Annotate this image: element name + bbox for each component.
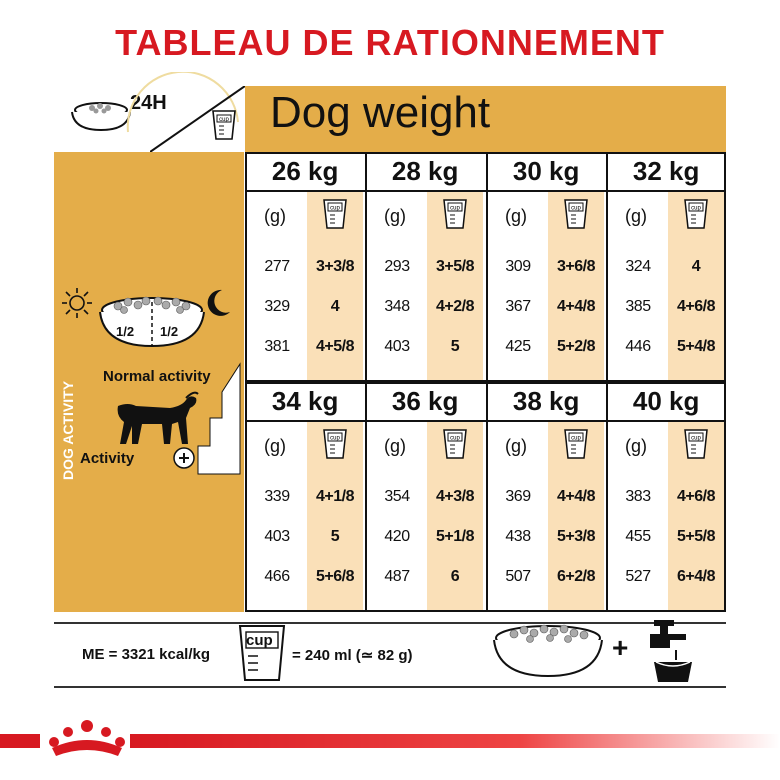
- cup-icon: [322, 428, 348, 460]
- dog-icon: [110, 388, 200, 450]
- grams-unit-label: (g): [625, 436, 647, 456]
- normal-activity-label: Normal activity: [103, 368, 211, 385]
- weight-header: 40 kg: [632, 386, 700, 416]
- weight-header: 36 kg: [391, 386, 459, 416]
- cups-value: 4+6/8: [677, 298, 715, 315]
- cups-value: 5+3/8: [557, 528, 595, 545]
- activity-steps: [196, 362, 242, 478]
- grams-value: 329: [264, 298, 290, 315]
- page-title: TABLEAU DE RATIONNEMENT: [115, 22, 665, 63]
- cups-value: 4+1/8: [316, 488, 354, 505]
- grams-unit-label: (g): [625, 206, 647, 226]
- grams-value: 446: [625, 338, 651, 355]
- cup-icon: [210, 108, 238, 142]
- cups-value: 4+6/8: [677, 488, 715, 505]
- me-label: ME = 3321 kcal/kg: [82, 646, 210, 663]
- grams-value: 425: [505, 338, 531, 355]
- plus-icon: [172, 446, 196, 470]
- footer-bottom-divider: [54, 686, 726, 688]
- ration-grid: [245, 152, 726, 612]
- bowl-icon: [96, 288, 208, 350]
- cups-value: 5+6/8: [316, 568, 354, 585]
- sun-icon: [60, 286, 94, 320]
- cups-value: 5+2/8: [557, 338, 595, 355]
- grams-value: 309: [505, 258, 531, 275]
- grams-unit-label: (g): [384, 436, 406, 456]
- dog-activity-vertical-label: DOG ACTIVITY: [60, 380, 76, 480]
- grams-value: 527: [625, 568, 651, 585]
- cups-value: 5+1/8: [436, 528, 474, 545]
- cup-icon: [563, 428, 589, 460]
- grams-value: 403: [384, 338, 410, 355]
- grams-value: 438: [505, 528, 531, 545]
- footer-cup-text: cup: [246, 632, 273, 649]
- grams-value: 348: [384, 298, 410, 315]
- cup-icon: [442, 428, 468, 460]
- cup-icon: [442, 198, 468, 230]
- grams-value: 367: [505, 298, 531, 315]
- cup-icon: [563, 198, 589, 230]
- grams-value: 403: [264, 528, 290, 545]
- weight-header: 32 kg: [632, 156, 700, 186]
- brand-stripe-right: [128, 734, 780, 748]
- cup-icon: [683, 198, 709, 230]
- cups-value: 4: [691, 258, 701, 275]
- portion-left-label: 1/2: [116, 324, 135, 339]
- grid-hline: [245, 380, 726, 382]
- period-label: 24H: [130, 92, 167, 114]
- portion-right-label: 1/2: [160, 324, 179, 339]
- cups-value: 6: [450, 568, 460, 585]
- grams-value: 369: [505, 488, 531, 505]
- cups-value: 3+3/8: [316, 258, 354, 275]
- water-tap-icon: [640, 616, 696, 686]
- cup-text: cup: [330, 435, 340, 442]
- cup-text: cup: [691, 435, 701, 442]
- brand-stripe-left: [0, 734, 40, 748]
- grams-unit-label: (g): [384, 206, 406, 226]
- cups-value: 6+4/8: [677, 568, 715, 585]
- grid-vline: [245, 152, 247, 612]
- grid-vline: [724, 152, 726, 612]
- cups-value: 3+5/8: [436, 258, 474, 275]
- cups-value: 4: [330, 298, 340, 315]
- grams-value: 507: [505, 568, 531, 585]
- grams-value: 324: [625, 258, 651, 275]
- weight-header: 34 kg: [271, 386, 339, 416]
- grams-unit-label: (g): [505, 436, 527, 456]
- grams-value: 455: [625, 528, 651, 545]
- cups-value: 4+2/8: [436, 298, 474, 315]
- cup-text: cup: [330, 205, 340, 212]
- grams-value: 420: [384, 528, 410, 545]
- grams-value: 381: [264, 338, 290, 355]
- royal-canin-crown-logo: [44, 712, 130, 762]
- cup-icon: [236, 620, 288, 684]
- cups-value: 5: [330, 528, 340, 545]
- cup-text: cup: [571, 205, 581, 212]
- grams-value: 383: [625, 488, 651, 505]
- cups-value: 6+2/8: [557, 568, 595, 585]
- cups-value: 5+4/8: [677, 338, 715, 355]
- cups-value: 4+5/8: [316, 338, 354, 355]
- grid-vline: [606, 152, 608, 612]
- grams-unit-label: (g): [505, 206, 527, 226]
- cups-value: 4+4/8: [557, 488, 595, 505]
- cup-text: cup: [691, 205, 701, 212]
- footer-top-divider: [54, 622, 726, 624]
- cups-value: 4+4/8: [557, 298, 595, 315]
- bowl-icon: [490, 620, 606, 680]
- plus-sign: +: [612, 632, 629, 663]
- cup-icon: [322, 198, 348, 230]
- cup-equivalence: = 240 ml (≃ 82 g): [292, 647, 413, 664]
- cup-text: cup: [219, 117, 229, 123]
- grid-vline: [365, 152, 367, 612]
- grams-value: 293: [384, 258, 410, 275]
- moon-icon: [206, 288, 232, 318]
- grid-vline: [486, 152, 488, 612]
- grams-value: 385: [625, 298, 651, 315]
- activity-label: Activity: [80, 450, 135, 467]
- grams-value: 466: [264, 568, 290, 585]
- cup-icon: [683, 428, 709, 460]
- cups-value: 5: [450, 338, 460, 355]
- cups-value: 5+5/8: [677, 528, 715, 545]
- cup-text: cup: [450, 435, 460, 442]
- weight-header: 30 kg: [512, 156, 580, 186]
- weight-header: 38 kg: [512, 386, 580, 416]
- grams-unit-label: (g): [264, 436, 286, 456]
- weight-header: 28 kg: [391, 156, 459, 186]
- cups-value: 3+6/8: [557, 258, 595, 275]
- grams-value: 354: [384, 488, 410, 505]
- dog-weight-title: Dog weight: [270, 88, 491, 137]
- grams-value: 339: [264, 488, 290, 505]
- weight-header: 26 kg: [271, 156, 339, 186]
- grams-unit-label: (g): [264, 206, 286, 226]
- cup-text: cup: [450, 205, 460, 212]
- grams-value: 277: [264, 258, 290, 275]
- cup-text: cup: [571, 435, 581, 442]
- grid-hline: [245, 610, 726, 612]
- cups-value: 4+3/8: [436, 488, 474, 505]
- grams-value: 487: [384, 568, 410, 585]
